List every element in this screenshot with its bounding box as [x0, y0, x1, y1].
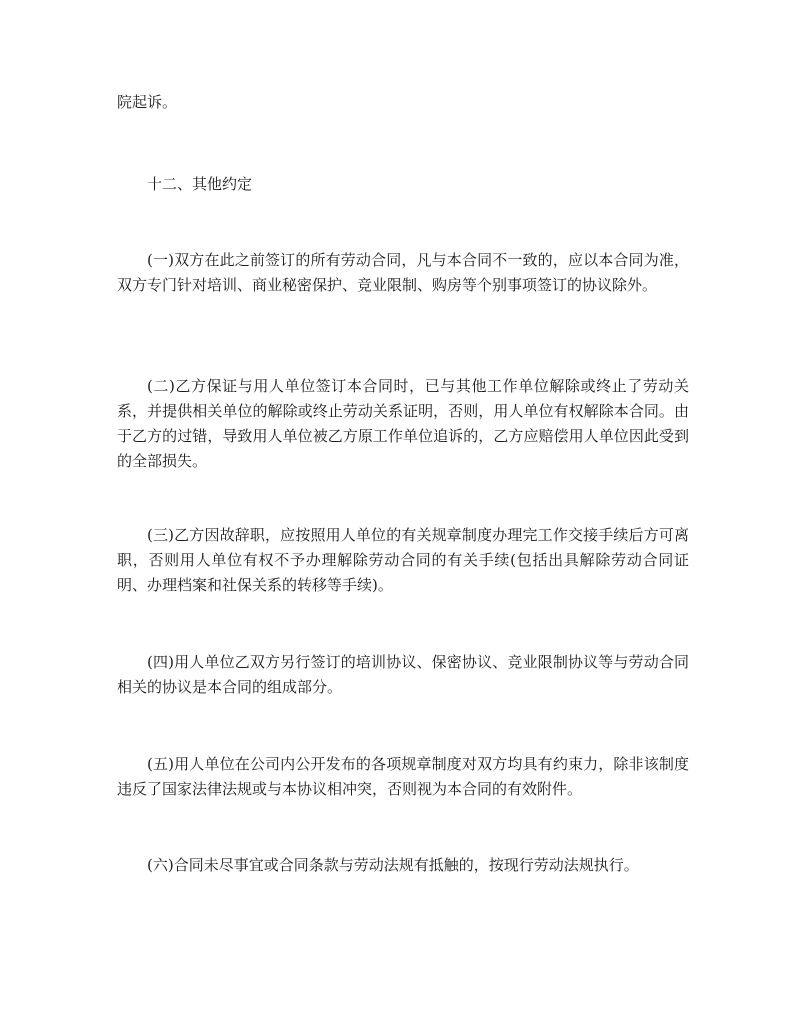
clause-5: (五)用人单位在公司内公开发布的各项规章制度对双方均具有约束力，除非该制度违反了国家法律法规或与本协议相冲突，否则视为本合同的有效附件。: [117, 755, 689, 798]
clause-6: (六)合同未尽事宜或合同条款与劳动法规有抵触的，按现行劳动法规执行。: [147, 856, 639, 874]
clause-3: (三)乙方因故辞职，应按照用人单位的有关规章制度办理完工作交接手续后方可离职，否则用人单位有权不予办理解除劳动合同的有关手续(包括出具解除劳动合同证明、办理档案和社保关系的转移等手续)。: [117, 526, 689, 594]
clause-2: (二)乙方保证与用人单位签订本合同时，已与其他工作单位解除或终止了劳动关系，并提供相关单位的解除或终止劳动关系证明，否则，用人单位有权解除本合同。由于乙方的过错，导致用人单位被乙方原工作单位追诉的，乙方应赔偿用人单位因此受到的全部损失。: [117, 377, 689, 470]
clause-4: (四)用人单位乙双方另行签订的培训协议、保密协议、竞业限制协议等与劳动合同相关的协议是本合同的组成部分。: [117, 653, 689, 696]
clause-1: (一)双方在此之前签订的所有劳动合同，凡与本合同不一致的，应以本合同为准，双方专门针对培训、商业秘密保护、竞业限制、购房等个别事项签订的协议除外。: [117, 251, 689, 294]
section-heading-other-provisions: 十二、其他约定: [147, 175, 253, 193]
paragraph-continuation: 院起诉。: [117, 93, 178, 111]
